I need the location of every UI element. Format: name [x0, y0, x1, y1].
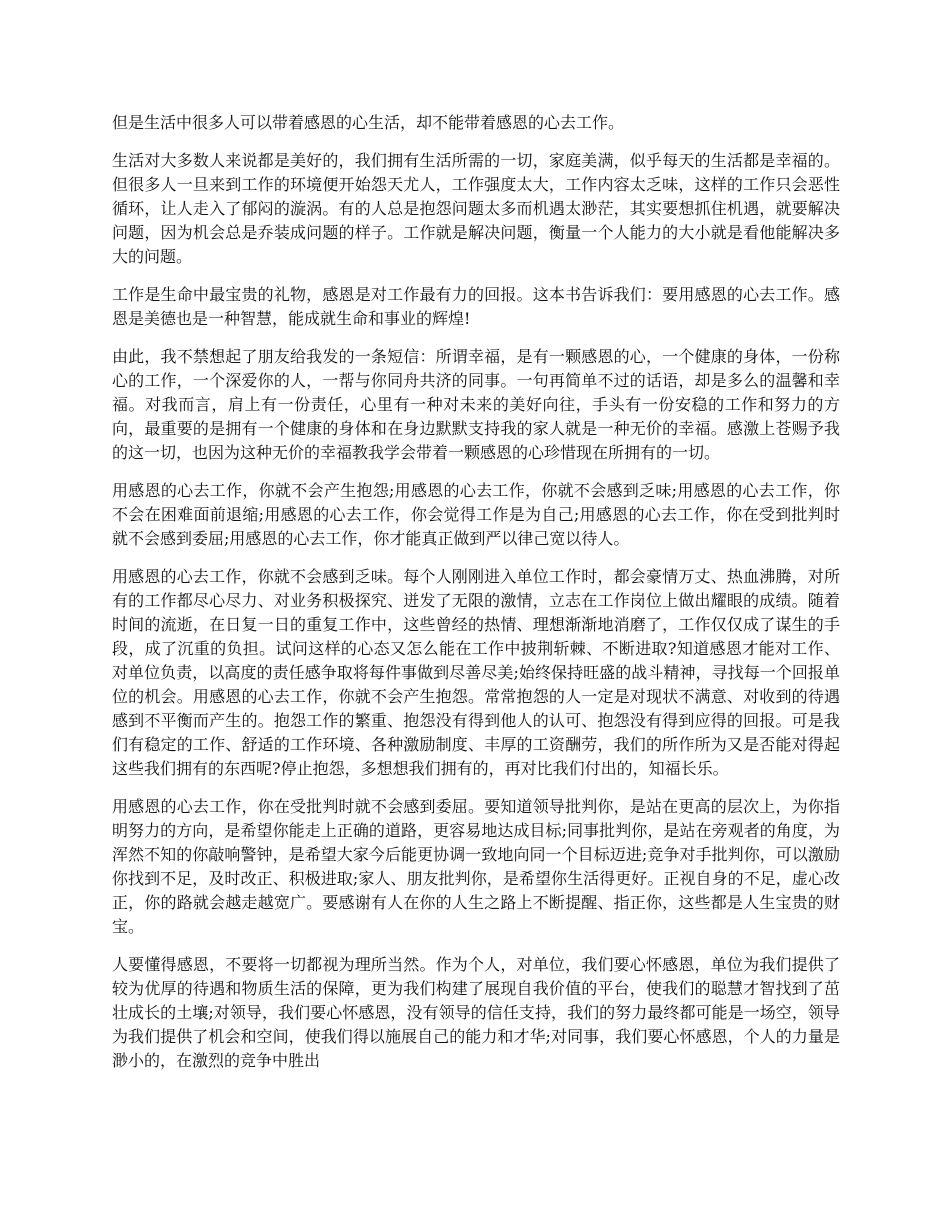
paragraph-3: 工作是生命中最宝贵的礼物，感恩是对工作最有力的回报。这本书告诉我们：要用感恩的心去工作。感恩是美德也是一种智慧，能成就生命和事业的辉煌! [112, 285, 840, 328]
document-page [112, 111, 840, 1087]
paragraph-8: 人要懂得感恩，不要将一切都视为理所当然。作为个人，对单位，我们要心怀感恩，单位为我们提供了较为优厚的待遇和物质生活的保障，更为我们构建了展现自我价值的平台，使我们的聪慧才智找到了茁壮成长的土壤;对领导，我们要心怀感恩，没有领导的信任支持，我们的努力最终都可能是一场空，领导为我们提供了机会和空间，使我们得以施展自己的能力和才华;对同事，我们要心怀感恩，个人的力量是渺小的，在激烈的竞争中胜出 [112, 955, 840, 1070]
paragraph-2: 生活对大多数人来说都是美好的，我们拥有生活所需的一切，家庭美满，似乎每天的生活都是幸福的。但很多人一旦来到工作的环境便开始怨天尤人，工作强度太大，工作内容太乏味，这样的工作只会恶性循环，让人走入了郁闷的漩涡。有的人总是抱怨问题太多而机遇太渺茫，其实要想抓住机遇，就要解决问题，因为机会总是乔装成问题的样子。工作就是解决问题，衡量一个人能力的大小就是看他能解决多大的问题。 [112, 151, 840, 266]
paragraph-1: 但是生活中很多人可以带着感恩的心生活，却不能带着感恩的心去工作。 [112, 113, 625, 132]
paragraph-7: 用感恩的心去工作，你在受批判时就不会感到委屈。要知道领导批判你，是站在更高的层次上，为你指明努力的方向，是希望你能走上正确的道路，更容易地达成目标;同事批判你，是站在旁观者的角度，为浑然不知的你敲响警钟，是希望大家今后能更协调一致地向同一个目标迈进;竞争对手批判你，可以激励你找到不足，及时改正、积极进取;家人、朋友批判你，是希望你生活得更好。正视自身的不足，虚心改正，你的路就会越走越宽广。要感谢有人在你的人生之路上不断提醒、指正你，这些都是人生宝贵的财宝。 [112, 797, 840, 936]
paragraph-5: 用感恩的心去工作，你就不会产生抱怨;用感恩的心去工作，你就不会感到乏味;用感恩的心去工作，你不会在困难面前退缩;用感恩的心去工作，你会觉得工作是为自己;用感恩的心去工作，你在受到批判时就不会感到委屈;用感恩的心去工作，你才能真正做到严以律己宽以待人。 [112, 481, 840, 548]
paragraph-6: 用感恩的心去工作，你就不会感到乏味。每个人刚刚进入单位工作时，都会豪情万丈、热血沸腾，对所有的工作都尽心尽力、对业务积极探究、迸发了无限的激情，立志在工作岗位上做出耀眼的成绩。随着时间的流逝，在日复一日的重复工作中，这些曾经的热情、理想渐渐地消磨了，工作仅仅成了谋生的手段，成了沉重的负担。试问这样的心态又怎么能在工作中披荆斩棘、不断进取?知道感恩才能对工作、对单位负责，以高度的责任感争取将每件事做到尽善尽美;始终保持旺盛的战斗精神，寻找每一个回报单位的机会。用感恩的心去工作，你就不会产生抱怨。常常抱怨的人一定是对现状不满意、对收到的待遇感到不平衡而产生的。抱怨工作的繁重、抱怨没有得到他人的认可、抱怨没有得到应得的回报。可是我们有稳定的工作、舒适的工作环境、各种激励制度、丰厚的工资酬劳，我们的所作所为又是否能对得起这些我们拥有的东西呢?停止抱怨，多想想我们拥有的，再对比我们付出的，知福长乐。 [112, 567, 840, 778]
paragraph-4: 由此，我不禁想起了朋友给我发的一条短信：所谓幸福，是有一颗感恩的心，一个健康的身体，一份称心的工作，一个深爱你的人，一帮与你同舟共济的同事。一句再简单不过的话语，却是多么的温馨和幸福。对我而言，肩上有一份责任，心里有一种对未来的美好向往，手头有一份安稳的工作和努力的方向，最重要的是拥有一个健康的身体和在身边默默支持我的家人就是一种无价的幸福。感激上苍赐予我的这一切，也因为这种无价的幸福教我学会带着一颗感恩的心珍惜现在所拥有的一切。 [112, 347, 840, 462]
